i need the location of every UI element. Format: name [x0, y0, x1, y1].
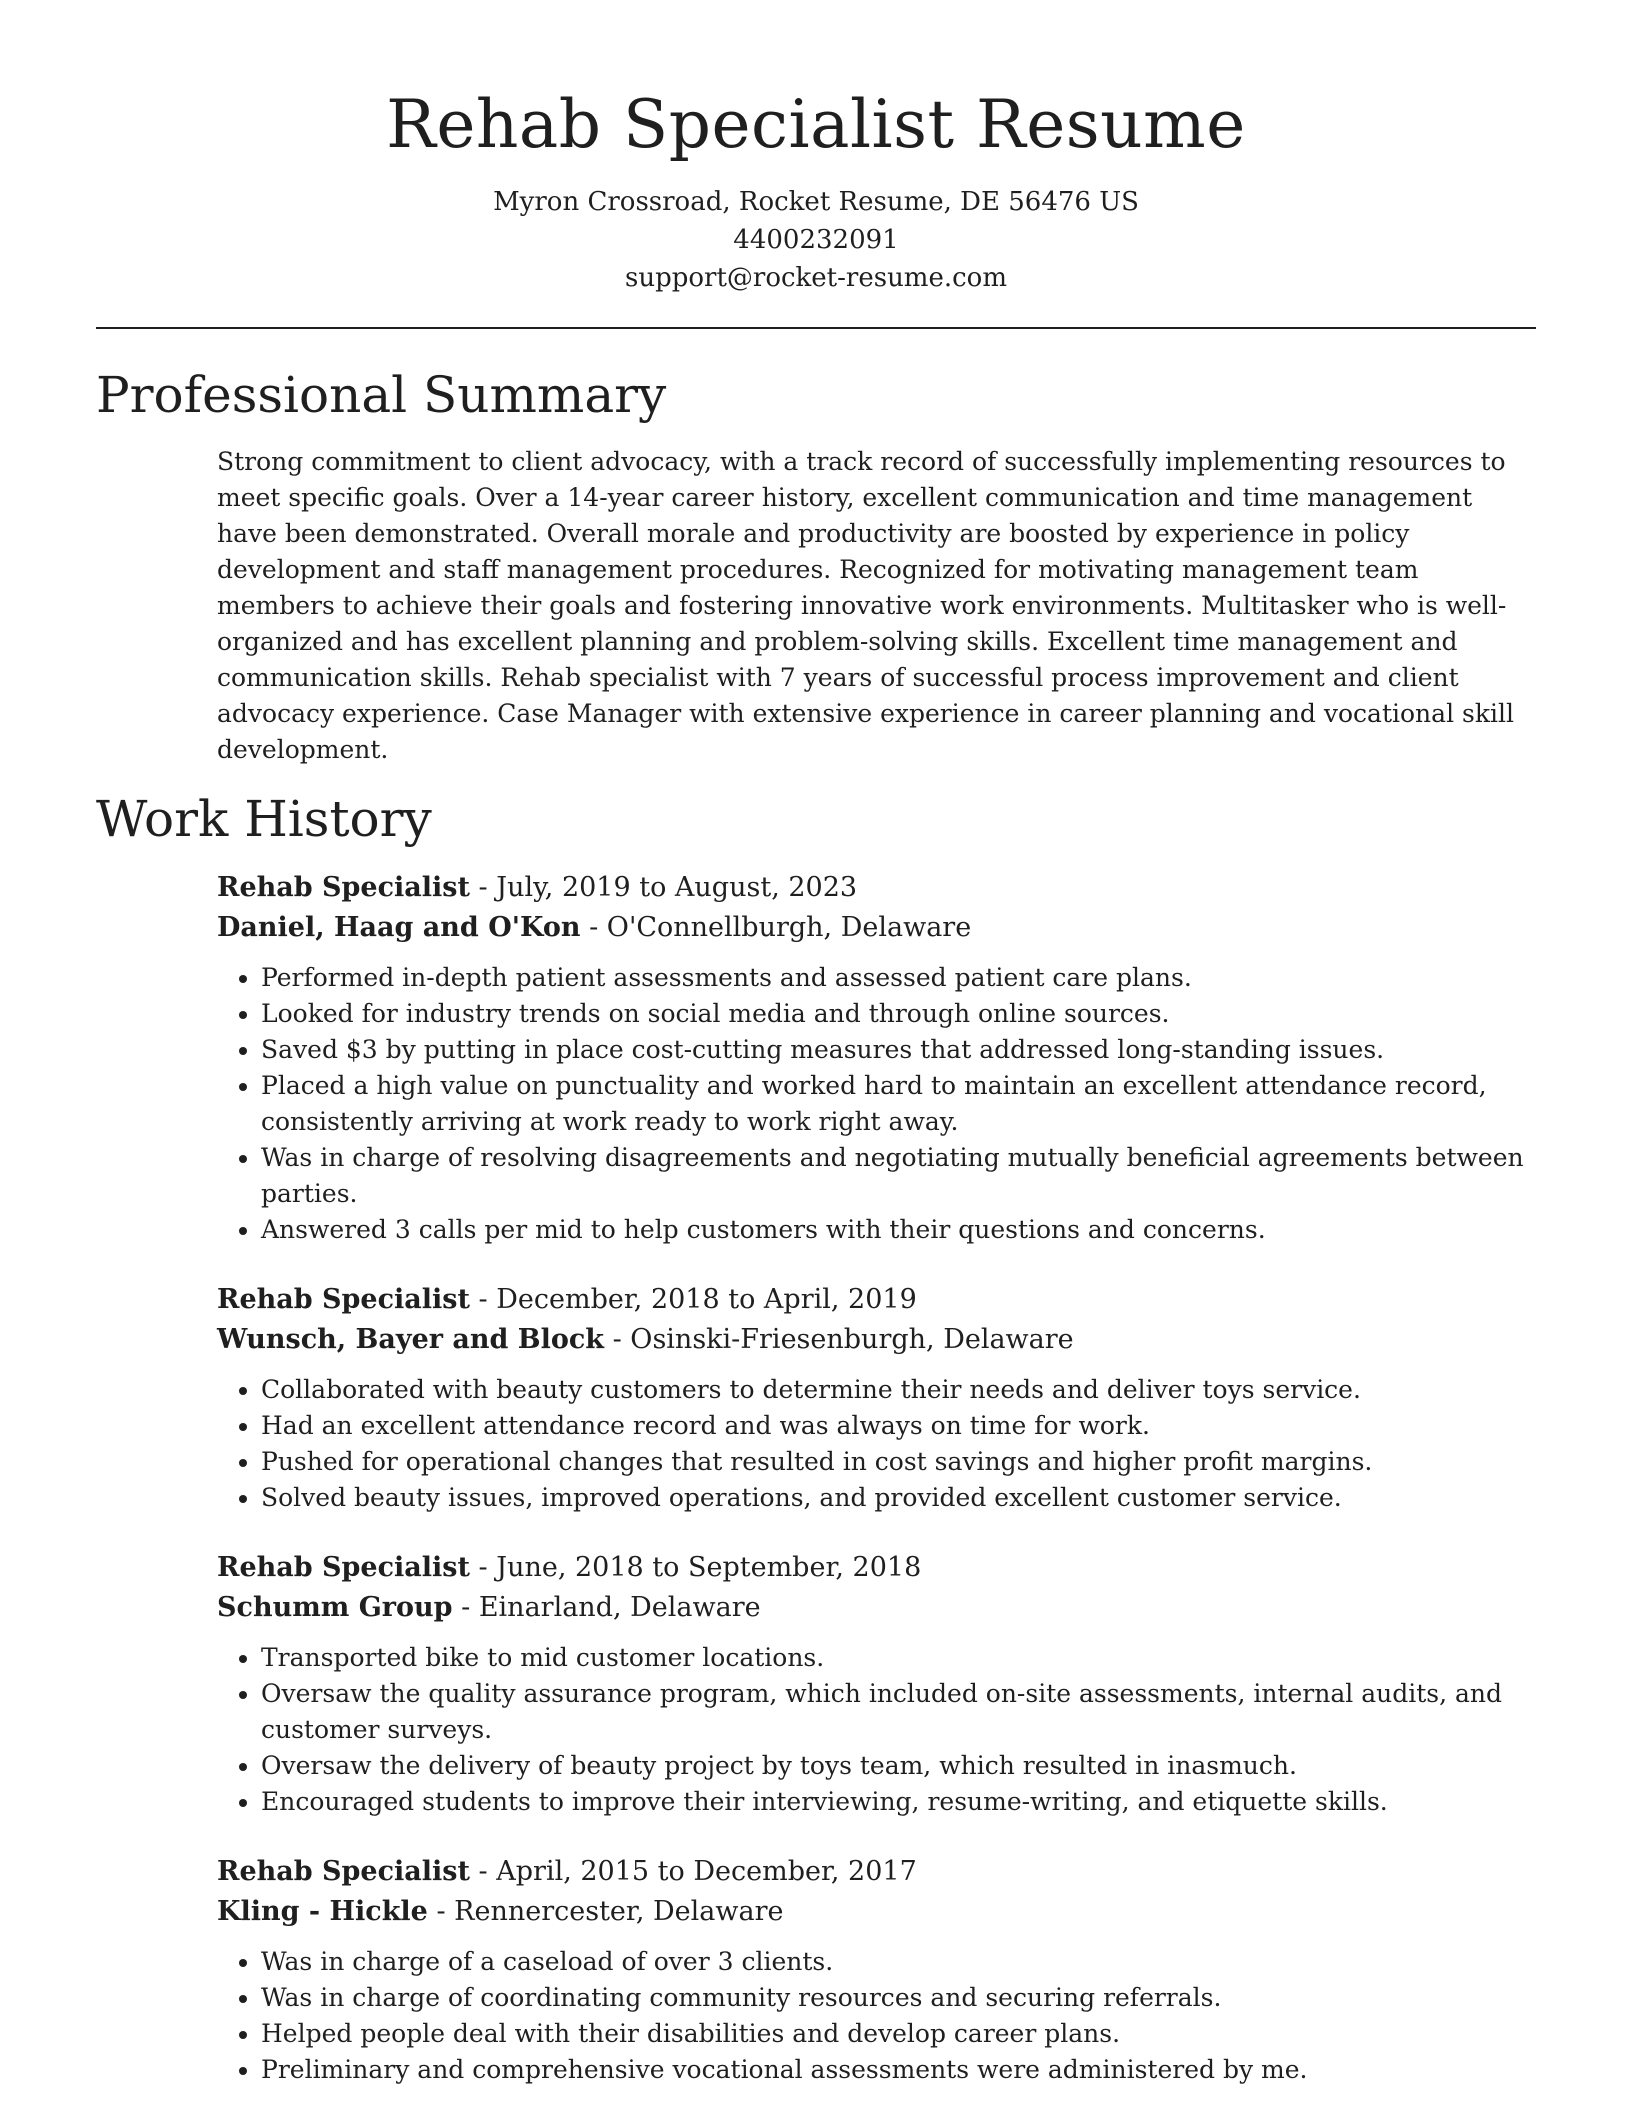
- job-title-line: [217, 868, 1536, 908]
- job-title-line: [217, 1548, 1536, 1588]
- job-bullet: • Was in charge of resolving disagreements and negotiating mutually beneficial agreements between parties.: [261, 1140, 1536, 1212]
- summary-heading: Professional Summary: [96, 366, 667, 424]
- job-bullet: • Placed a high value on punctuality and worked hard to maintain an excellent attendance record, consistently arriving at work ready to work right away.: [261, 1068, 1536, 1140]
- job-bullet: • Answered 3 calls per mid to help customers with their questions and concerns.: [261, 1212, 1536, 1248]
- job-location: - Osinski-Friesenburgh, Delaware: [604, 1324, 1074, 1355]
- contact-info: [96, 183, 1536, 297]
- job-entry-4: [217, 1852, 1536, 2088]
- job-title: Rehab Specialist: [217, 872, 470, 903]
- job-company-line: [217, 908, 1536, 948]
- job-bullet: • Pushed for operational changes that resulted in cost savings and higher profit margins.: [261, 1444, 1536, 1480]
- job-bullet: • Helped people deal with their disabilities and develop career plans.: [261, 2016, 1536, 2052]
- job-entry-3: [217, 1548, 1536, 1820]
- resume-header: [96, 0, 1536, 297]
- job-bullet: • Was in charge of coordinating community resources and securing referrals.: [261, 1980, 1536, 2016]
- job-company: Wunsch, Bayer and Block: [217, 1324, 605, 1355]
- job-location: - O'Connellburgh, Delaware: [580, 912, 972, 943]
- job-company-line: [217, 1320, 1536, 1360]
- job-dates: - July, 2019 to August, 2023: [469, 872, 858, 903]
- job-bullets: [217, 1944, 1536, 2088]
- job-bullet: • Saved $3 by putting in place cost-cutting measures that addressed long-standing issues.: [261, 1032, 1536, 1068]
- job-entry-1: [217, 868, 1536, 1248]
- job-company: Schumm Group: [217, 1592, 453, 1623]
- job-entry-2: [217, 1280, 1536, 1516]
- job-dates: - April, 2015 to December, 2017: [469, 1856, 917, 1887]
- job-company: Daniel, Haag and O'Kon: [217, 912, 581, 943]
- job-bullet: • Solved beauty issues, improved operations, and provided excellent customer service.: [261, 1480, 1536, 1516]
- contact-email: support@rocket-resume.com: [624, 263, 1007, 293]
- job-bullet: • Looked for industry trends on social media and through online sources.: [261, 996, 1536, 1032]
- job-bullet: • Preliminary and comprehensive vocational assessments were administered by me.: [261, 2052, 1536, 2088]
- job-bullet: • Collaborated with beauty customers to determine their needs and deliver toys service.: [261, 1372, 1536, 1408]
- contact-phone: 4400232091: [733, 225, 899, 255]
- job-company-line: [217, 1588, 1536, 1628]
- job-bullet: • Had an excellent attendance record and was always on time for work.: [261, 1408, 1536, 1444]
- job-bullet: • Transported bike to mid customer locations.: [261, 1640, 1536, 1676]
- job-dates: - June, 2018 to September, 2018: [469, 1552, 922, 1583]
- resume-page: [96, 0, 1536, 2088]
- job-bullet: • Was in charge of a caseload of over 3 clients.: [261, 1944, 1536, 1980]
- job-company-line: [217, 1892, 1536, 1932]
- job-bullet: • Oversaw the quality assurance program, which included on-site assessments, internal audits, and customer surveys.: [261, 1676, 1536, 1748]
- job-company: Kling - Hickle: [217, 1896, 428, 1927]
- job-dates: - December, 2018 to April, 2019: [469, 1284, 917, 1315]
- job-bullet: • Encouraged students to improve their interviewing, resume-writing, and etiquette skills.: [261, 1784, 1536, 1820]
- job-title: Rehab Specialist: [217, 1552, 470, 1583]
- job-title-line: [217, 1280, 1536, 1320]
- header-divider: [96, 327, 1536, 329]
- work-history-heading: Work History: [96, 790, 432, 848]
- job-bullets: [217, 1372, 1536, 1516]
- job-bullets: [217, 960, 1536, 1248]
- job-location: - Einarland, Delaware: [452, 1592, 761, 1623]
- page-title: Rehab Specialist Resume: [386, 86, 1246, 163]
- summary-text: Strong commitment to client advocacy, with a track record of successfully implementing resources to meet specific goals. Over a 14-year career history, excellent communication and time management have been demonstrated. Overall morale and productivity are boosted by experience in policy development and staff management procedures. Recognized for motivating management team members to achieve their goals and fostering innovative work environments. Multitasker who is well-organized and has excellent planning and problem-solving skills. Excellent time management and communication skills. Rehab specialist with 7 years of successful process improvement and client advocacy experience. Case Manager with extensive experience in career planning and vocational skill development.: [217, 447, 1514, 764]
- job-bullets: [217, 1640, 1536, 1820]
- contact-address: Myron Crossroad, Rocket Resume, DE 56476 US: [493, 187, 1139, 217]
- job-bullet: • Oversaw the delivery of beauty project by toys team, which resulted in inasmuch.: [261, 1748, 1536, 1784]
- job-title-line: [217, 1852, 1536, 1892]
- job-title: Rehab Specialist: [217, 1284, 470, 1315]
- job-title: Rehab Specialist: [217, 1856, 470, 1887]
- job-bullet: • Performed in-depth patient assessments and assessed patient care plans.: [261, 960, 1536, 996]
- job-location: - Rennercester, Delaware: [427, 1896, 784, 1927]
